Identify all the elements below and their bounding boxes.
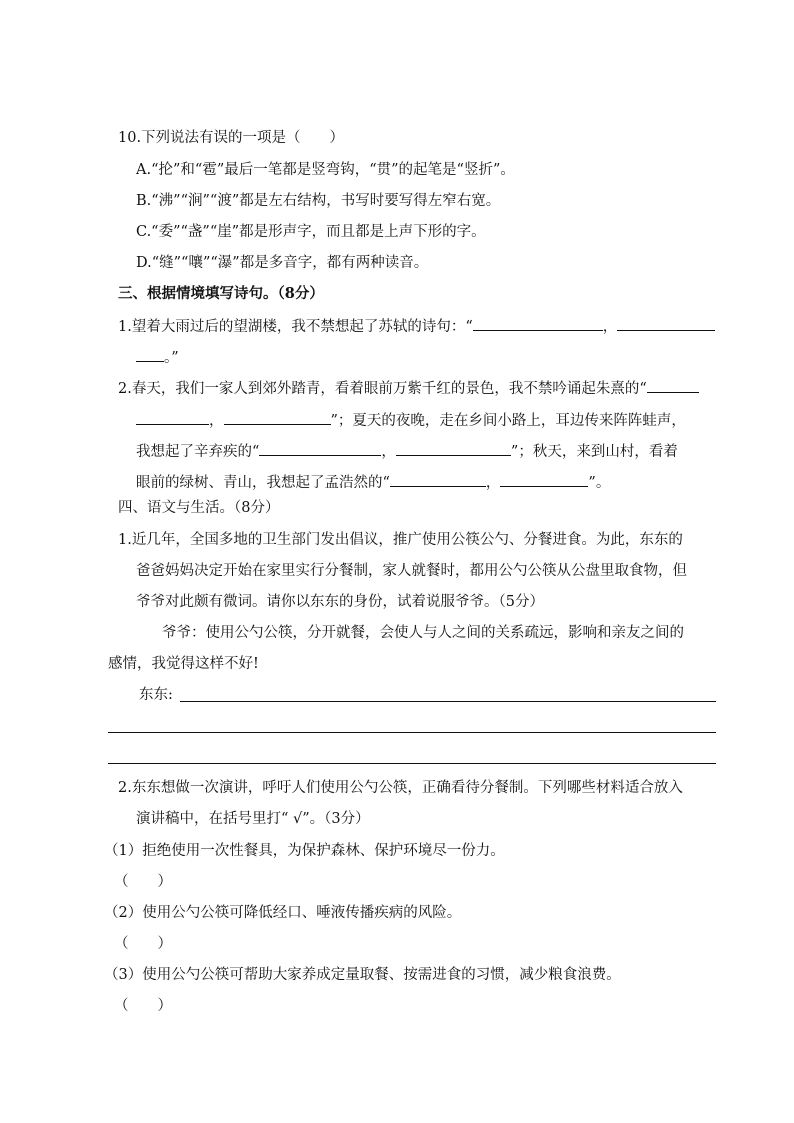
grandpa-speech-line2: 感情，我觉得这样不好!	[108, 656, 259, 672]
material-item-3: （3）使用公勺公筷可帮助大家养成定量取餐、按需进食的习惯，减少粮食浪费。	[104, 967, 621, 983]
section3-q2-line1	[118, 378, 699, 399]
section4-q1-line3: 爷爷对此颇有微词。请你以东东的身份，试着说服爷爷。（5分）	[136, 594, 544, 610]
q10-option-c: C.“委”“盏”“崖”都是形声字，而且都是上声下形的字。	[136, 224, 486, 240]
grandpa-speech-line1: 爷爷：使用公勺公筷，分开就餐，会使人与人之间的关系疏远，影响和亲友之间的	[162, 625, 684, 641]
material-item-1: （1）拒绝使用一次性餐具，为保护森林、保护环境尽一份力。	[104, 843, 505, 859]
poem-blank-2[interactable]	[617, 316, 715, 331]
section3-q1-line2	[136, 347, 179, 368]
section3-q1-line1	[118, 316, 715, 337]
poem-blank-7[interactable]	[390, 472, 486, 487]
poem-blank-2-cont[interactable]	[136, 347, 164, 362]
section3-q2-text2: ”；夏天的夜晚，走在乡间小路上，耳边传来阵阵蛙声，	[330, 413, 686, 429]
section3-q2-comma2: ，	[381, 444, 396, 460]
section3-q2-line2	[136, 410, 686, 431]
answer-line-3[interactable]	[108, 763, 716, 764]
dongdong-label: 东东:	[139, 687, 173, 703]
section3-q1-end: 。”	[164, 350, 179, 366]
section3-q2-comma1: ，	[209, 413, 224, 429]
section3-q2-line4	[136, 472, 610, 493]
section3-q1-comma: ，	[602, 319, 618, 335]
section4-q2-line2: 演讲稿中，在括号里打“ √”。（3分）	[136, 811, 370, 827]
poem-blank-1[interactable]	[473, 316, 603, 331]
q10-stem: 10.下列说法有误的一项是（ ）	[118, 130, 345, 146]
section4-q1-line2: 爸爸妈妈决定开始在家里实行分餐制，家人就餐时，都用公勺公筷从公盘里取食物，但	[136, 563, 687, 579]
section3-q2-text4: ”；秋天，来到山村，看着	[510, 444, 678, 460]
section4-q1-line1: 1.近几年，全国多地的卫生部门发出倡议，推广使用公筷公勺、分餐进食。为此，东东的	[118, 532, 683, 548]
poem-blank-4[interactable]	[224, 410, 331, 425]
poem-blank-8[interactable]	[500, 472, 588, 487]
answer-paren-1[interactable]: （ ）	[114, 874, 172, 890]
q10-option-a: A.“抡”和“雹”最后一笔都是竖弯钩，“贯”的起笔是“竖折”。	[136, 162, 515, 178]
section3-title: 三、根据情境填写诗句。（8分）	[118, 285, 324, 302]
section4-title: 四、语文与生活。（8分）	[118, 500, 280, 516]
section3-q2-comma3: ，	[485, 475, 501, 491]
answer-line-2[interactable]	[108, 732, 716, 733]
section3-q2-end: ”。	[588, 475, 611, 491]
section3-q2-text5: 眼前的绿树、青山，我想起了孟浩然的“	[136, 475, 390, 491]
poem-blank-3-cont[interactable]	[136, 410, 209, 425]
answer-paren-2[interactable]: （ ）	[114, 936, 172, 952]
answer-paren-3[interactable]: （ ）	[114, 998, 172, 1014]
poem-blank-6[interactable]	[396, 441, 511, 456]
answer-line-1[interactable]	[180, 701, 716, 702]
section3-q2-line3	[136, 441, 678, 462]
section3-q2-text1: 2.春天，我们一家人到郊外踏青，看着眼前万紫千红的景色，我不禁吟诵起朱熹的“	[118, 381, 647, 397]
section3-q2-text3: 我想起了辛弃疾的“	[136, 444, 260, 460]
q10-option-b: B.“沸”“涧”“渡”都是左右结构，书写时要写得左窄右宽。	[136, 193, 501, 209]
material-item-2: （2）使用公勺公筷可降低经口、唾液传播疾病的风险。	[104, 905, 462, 921]
q10-option-d: D.“缝”“嚷”“瀑”都是多音字，都有两种读音。	[136, 255, 429, 271]
section4-q2-line1: 2.东东想做一次演讲，呼吁人们使用公勺公筷，正确看待分餐制。下列哪些材料适合放入	[118, 780, 683, 796]
poem-blank-5[interactable]	[259, 441, 381, 456]
section3-q1-text: 1.望着大雨过后的望湖楼，我不禁想起了苏轼的诗句：“	[118, 319, 473, 335]
poem-blank-3[interactable]	[647, 378, 699, 393]
